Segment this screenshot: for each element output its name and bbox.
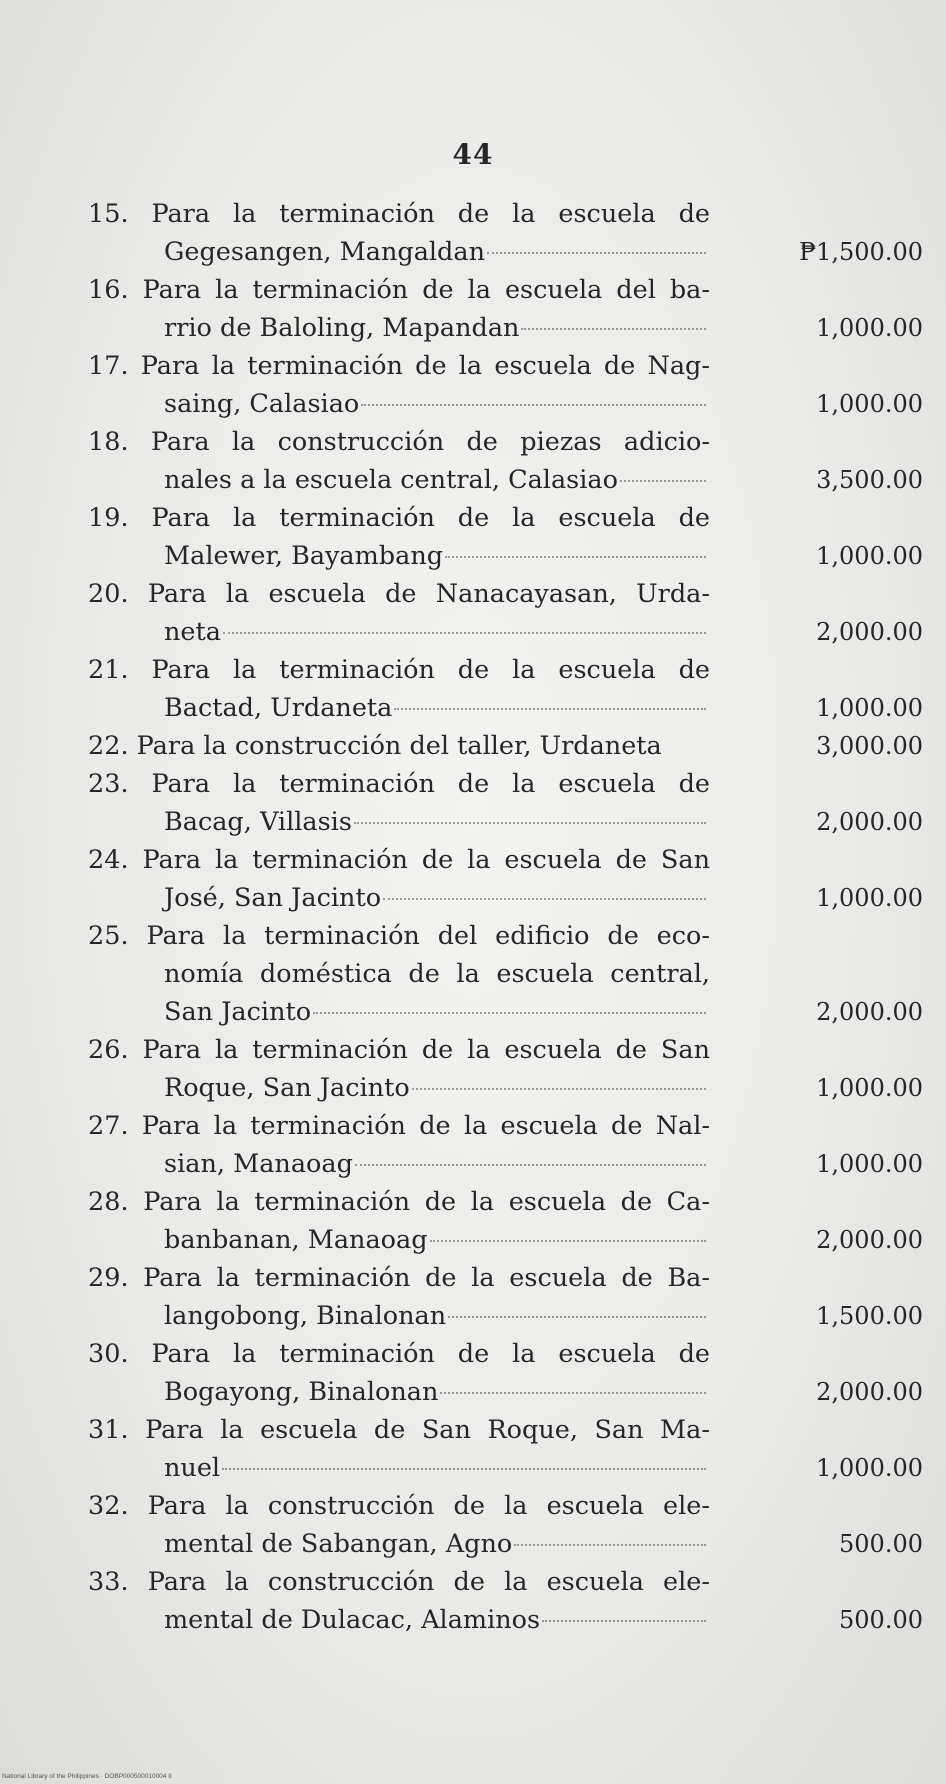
item-description bbox=[88, 347, 710, 423]
item-last-line bbox=[88, 1297, 710, 1335]
item-number: 31. bbox=[88, 1415, 129, 1445]
dot-leader bbox=[354, 822, 706, 824]
item-amount: 2,000.00 bbox=[816, 998, 923, 1026]
list-item bbox=[88, 917, 923, 1031]
item-text-line: Bogayong, Binalonan bbox=[164, 1377, 439, 1407]
item-description bbox=[88, 1031, 710, 1107]
item-text-line: Para la terminación del edificio de eco- bbox=[146, 921, 710, 951]
list-item bbox=[88, 1259, 923, 1335]
dot-leader bbox=[542, 1620, 706, 1622]
item-last-line bbox=[88, 1145, 710, 1183]
item-text-line: mental de Dulacac, Alaminos bbox=[164, 1605, 541, 1635]
item-text-line: langobong, Binalonan bbox=[164, 1301, 447, 1331]
item-description bbox=[88, 195, 710, 271]
dot-leader bbox=[440, 1392, 706, 1394]
list-item bbox=[88, 651, 923, 727]
item-text-line: Gegesangen, Mangaldan bbox=[164, 237, 486, 267]
item-number: 29. bbox=[88, 1263, 129, 1293]
item-amount: 1,000.00 bbox=[816, 542, 923, 570]
item-number: 18. bbox=[88, 427, 129, 457]
list-item bbox=[88, 575, 923, 651]
item-text-line: Bacag, Villasis bbox=[164, 807, 352, 837]
item-amount: 3,500.00 bbox=[816, 466, 923, 494]
list-item bbox=[88, 1107, 923, 1183]
item-text-line: Para la escuela de San Roque, San Ma- bbox=[145, 1415, 710, 1445]
page-number: 44 bbox=[452, 138, 494, 171]
item-number: 26. bbox=[88, 1035, 129, 1065]
item-description bbox=[88, 765, 710, 841]
item-text-line: Para la construcción del taller, Urdaneta bbox=[136, 731, 662, 761]
dot-leader bbox=[223, 632, 706, 634]
item-description bbox=[88, 727, 710, 765]
item-text-line: Para la terminación de la escuela de San bbox=[142, 845, 710, 875]
list-item bbox=[88, 423, 923, 499]
item-text-line: Roque, San Jacinto bbox=[164, 1073, 410, 1103]
item-number: 21. bbox=[88, 655, 129, 685]
item-description bbox=[88, 575, 710, 651]
dot-leader bbox=[448, 1316, 706, 1318]
item-amount: 3,000.00 bbox=[816, 732, 923, 760]
item-text-line: Para la terminación de la escuela de bbox=[151, 503, 711, 533]
item-last-line bbox=[88, 385, 710, 423]
item-description bbox=[88, 1563, 710, 1639]
item-amount: 2,000.00 bbox=[816, 1378, 923, 1406]
list-item bbox=[88, 1335, 923, 1411]
item-text-line: rrio de Baloling, Mapandan bbox=[164, 313, 520, 343]
item-amount: 1,000.00 bbox=[816, 694, 923, 722]
item-text-line: Para la construcción de piezas adicio- bbox=[150, 427, 711, 457]
item-amount: ₱1,500.00 bbox=[799, 238, 923, 266]
item-text-line: Para la terminación de la escuela de Nag- bbox=[140, 351, 710, 381]
list-item bbox=[88, 1031, 923, 1107]
item-description bbox=[88, 1107, 710, 1183]
item-number: 33. bbox=[88, 1567, 129, 1597]
item-number: 19. bbox=[88, 503, 129, 533]
item-text-line: sian, Manaoag bbox=[164, 1149, 353, 1179]
list-item bbox=[88, 195, 923, 271]
item-text-line: Para la terminación de la escuela de Nal- bbox=[141, 1111, 710, 1141]
item-text-line: Para la terminación de la escuela de Ca- bbox=[143, 1187, 710, 1217]
item-last-line bbox=[88, 613, 710, 651]
item-text-line: Para la terminación de la escuela de bbox=[151, 769, 711, 799]
item-description bbox=[88, 1487, 710, 1563]
item-number: 20. bbox=[88, 579, 129, 609]
item-text-line: Para la construcción de la escuela ele- bbox=[147, 1491, 711, 1521]
item-text-line: Para la escuela de Nanacayasan, Urda- bbox=[147, 579, 710, 609]
item-description bbox=[88, 423, 710, 499]
item-last-line bbox=[88, 1069, 710, 1107]
item-number: 28. bbox=[88, 1187, 129, 1217]
item-text-line: Para la terminación de la escuela del ba- bbox=[142, 275, 710, 305]
item-number: 17. bbox=[88, 351, 129, 381]
item-text-line: neta bbox=[164, 617, 221, 647]
dot-leader bbox=[514, 1544, 706, 1546]
item-amount: 1,000.00 bbox=[816, 1074, 923, 1102]
item-amount: 2,000.00 bbox=[816, 1226, 923, 1254]
item-text-line: nales a la escuela central, Calasiao bbox=[164, 465, 618, 495]
item-last-line bbox=[88, 1221, 710, 1259]
item-text-line: José, San Jacinto bbox=[164, 883, 382, 913]
dot-leader bbox=[445, 556, 706, 558]
item-number: 22. bbox=[88, 731, 129, 761]
item-text-line: Para la terminación de la escuela de bbox=[151, 199, 711, 229]
dot-leader bbox=[394, 708, 706, 710]
item-text-line: Para la terminación de la escuela de bbox=[151, 655, 711, 685]
item-description bbox=[88, 917, 710, 1031]
item-description bbox=[88, 841, 710, 917]
item-last-line bbox=[88, 689, 710, 727]
item-text-line: Para la terminación de la escuela de San bbox=[142, 1035, 710, 1065]
item-last-line bbox=[88, 1525, 710, 1563]
list-item bbox=[88, 347, 923, 423]
item-text-line: nuel bbox=[164, 1453, 221, 1483]
item-last-line bbox=[88, 461, 710, 499]
item-last-line bbox=[88, 1601, 710, 1639]
list-item bbox=[88, 499, 923, 575]
item-last-line bbox=[88, 1373, 710, 1411]
item-last-line bbox=[88, 993, 710, 1031]
dot-leader bbox=[361, 404, 706, 406]
item-last-line bbox=[88, 537, 710, 575]
list-item bbox=[88, 841, 923, 917]
item-amount: 500.00 bbox=[839, 1606, 923, 1634]
list-item bbox=[88, 271, 923, 347]
item-text-line: banbanan, Manaoag bbox=[164, 1225, 428, 1255]
dot-leader bbox=[222, 1468, 706, 1470]
item-description bbox=[88, 1183, 710, 1259]
item-number: 32. bbox=[88, 1491, 129, 1521]
item-description bbox=[88, 271, 710, 347]
item-description bbox=[88, 1411, 710, 1487]
archive-footer: National Library of the Philippines · DOBP000500010004 II bbox=[2, 1773, 172, 1780]
item-number: 30. bbox=[88, 1339, 129, 1369]
item-text-line: Para la terminación de la escuela de Ba- bbox=[143, 1263, 711, 1293]
item-amount: 2,000.00 bbox=[816, 808, 923, 836]
list-item bbox=[88, 1411, 923, 1487]
list-item bbox=[88, 1183, 923, 1259]
item-text-line: San Jacinto bbox=[164, 997, 312, 1027]
item-description bbox=[88, 1335, 710, 1411]
item-text-line: Bactad, Urdaneta bbox=[164, 693, 393, 723]
item-amount: 1,000.00 bbox=[816, 1150, 923, 1178]
item-amount: 1,000.00 bbox=[816, 390, 923, 418]
dot-leader bbox=[521, 328, 706, 330]
item-number: 25. bbox=[88, 921, 129, 951]
list-item bbox=[88, 727, 923, 765]
dot-leader bbox=[412, 1088, 706, 1090]
item-last-line bbox=[88, 803, 710, 841]
dot-leader bbox=[620, 480, 706, 482]
item-text-line: Para la construcción de la escuela ele- bbox=[147, 1567, 711, 1597]
item-text-line: Para la terminación de la escuela de bbox=[151, 1339, 711, 1369]
item-text-line: saing, Calasiao bbox=[164, 389, 360, 419]
appropriation-list bbox=[88, 195, 923, 1639]
item-last-line bbox=[88, 1449, 710, 1487]
item-number: 15. bbox=[88, 199, 129, 229]
item-amount: 500.00 bbox=[839, 1530, 923, 1558]
item-amount: 1,000.00 bbox=[816, 314, 923, 342]
item-description bbox=[88, 651, 710, 727]
item-last-line bbox=[88, 879, 710, 917]
list-item bbox=[88, 1487, 923, 1563]
dot-leader bbox=[313, 1012, 706, 1014]
dot-leader bbox=[430, 1240, 706, 1242]
item-amount: 1,000.00 bbox=[816, 1454, 923, 1482]
dot-leader bbox=[355, 1164, 706, 1166]
item-text-line: nomía doméstica de la escuela central, bbox=[164, 959, 710, 989]
item-last-line bbox=[88, 233, 710, 271]
list-item bbox=[88, 765, 923, 841]
dot-leader bbox=[383, 898, 706, 900]
item-description bbox=[88, 1259, 710, 1335]
list-item bbox=[88, 1563, 923, 1639]
item-number: 24. bbox=[88, 845, 129, 875]
item-amount: 1,000.00 bbox=[816, 884, 923, 912]
item-amount: 2,000.00 bbox=[816, 618, 923, 646]
item-number: 27. bbox=[88, 1111, 129, 1141]
dot-leader bbox=[487, 252, 706, 254]
item-amount: 1,500.00 bbox=[816, 1302, 923, 1330]
item-text-line: mental de Sabangan, Agno bbox=[164, 1529, 513, 1559]
item-description bbox=[88, 499, 710, 575]
item-last-line bbox=[88, 309, 710, 347]
item-number: 23. bbox=[88, 769, 129, 799]
item-number: 16. bbox=[88, 275, 129, 305]
item-text-line: Malewer, Bayambang bbox=[164, 541, 444, 571]
